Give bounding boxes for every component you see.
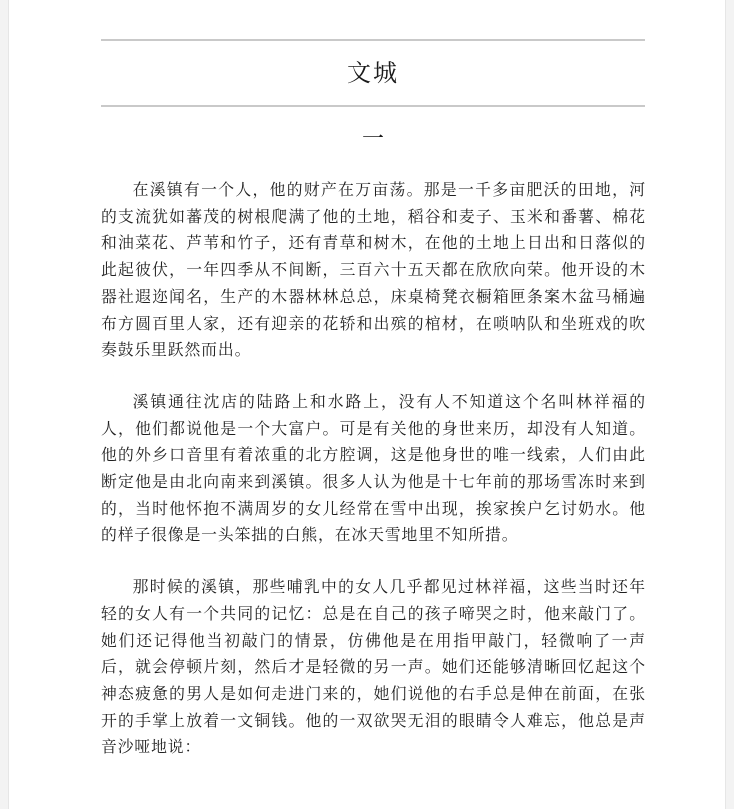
chapter-body [101, 177, 646, 786]
paragraph-2: 溪镇通往沈店的陆路上和水路上，没有人不知道这个名叫林祥福的人，他们都说他是一个大富户。可是有关他的身世来历，却没有人知道。他的外乡口音里有着浓重的北方腔调，这是他身世的唯一线索，人们由此断定他是由北向南来到溪镇。很多人认为他是十七年前的那场雪冻时来到的，当时他怀抱不满周岁的女儿经常在雪中出现，挨家挨户乞讨奶水。他的样子很像是一头笨拙的白熊，在冰天雪地里不知所措。 [101, 391, 646, 545]
chapter-title: 一 [361, 127, 384, 152]
paragraph-1: 在溪镇有一个人，他的财产在万亩荡。那是一千多亩肥沃的田地，河的支流犹如蕃茂的树根爬满了他的土地，稻谷和麦子、玉米和番薯、棉花和油菜花、芦苇和竹子，还有青草和树木，在他的土地上日出和日落似的此起彼伏，一年四季从不间断，三百六十五天都在欣欣向荣。他开设的木器社遐迩闻名，生产的木器林林总总，床桌椅凳衣橱箱匣条案木盆马桶遍布方圆百里人家，还有迎亲的花轿和出殡的棺材，在唢呐队和坐班戏的吹奏鼓乐里跃然而出。 [101, 180, 646, 360]
title-bottom-rule [101, 105, 645, 107]
title-top-rule [101, 39, 645, 41]
book-title: 文城 [347, 59, 399, 87]
document-page [8, 0, 726, 809]
paragraph-3: 那时候的溪镇，那些哺乳中的女人几乎都见过林祥福，这些当时还年轻的女人有一个共同的记忆：总是在自己的孩子啼哭之时，他来敲门了。她们还记得他当初敲门的情景，仿佛他是在用指甲敲门，轻微响了一声后，就会停顿片刻，然后才是轻微的另一声。她们还能够清晰回忆起这个神态疲惫的男人是如何走进门来的，她们说他的右手总是伸在前面，在张开的手掌上放着一文铜钱。他的一双欲哭无泪的眼睛令人难忘，他总是声音沙哑地说： [101, 577, 646, 757]
